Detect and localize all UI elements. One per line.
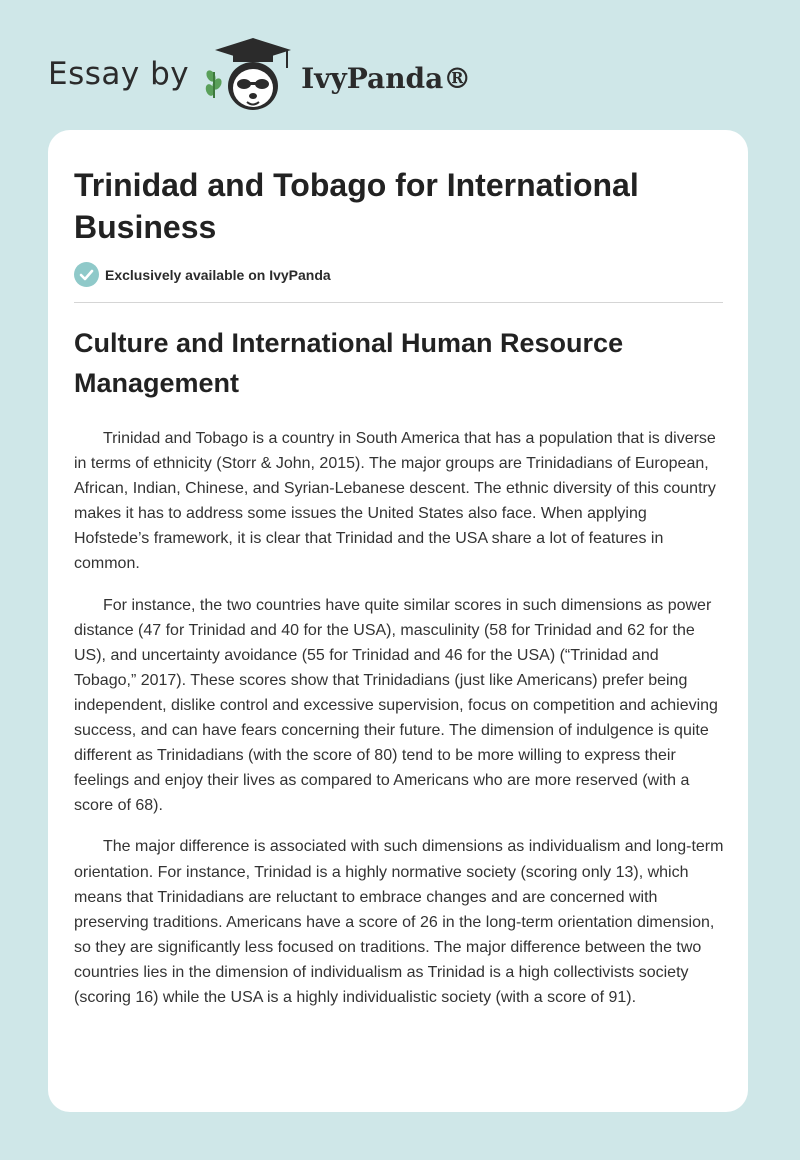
exclusive-badge-text: Exclusively available on IvyPanda (105, 266, 331, 283)
paragraph: Trinidad and Tobago is a country in South America that has a population that is diverse in terms of ethnicity (Storr & John, 2015). The major groups are Trinidadians of European, African, Indian, Chinese, and Syrian-Lebanese descent. The ethnic diversity of this country makes it has to address some issues the United States also face. When applying Hofstede’s framework, it is clear that Trinidad and the USA share a lot of features in common. (74, 430, 716, 573)
section-heading: Culture and International Human Resource Management (74, 328, 624, 398)
brand-name[interactable]: IvyPanda® (301, 61, 472, 95)
article-title: Trinidad and Tobago for International Business (74, 167, 639, 245)
article-body (74, 426, 724, 1026)
site-header (48, 34, 471, 114)
exclusive-badge (74, 262, 331, 287)
graduation-panda-logo-icon[interactable] (203, 34, 295, 114)
check-circle-icon (74, 262, 99, 287)
divider (74, 302, 723, 303)
paragraph: The major difference is associated with such dimensions as individualism and long-term orientation. For instance, Trinidad is a highly normative society (scoring only 13), which means that Trinidadians are reluctant to embrace changes and are concerned with preserving traditions. Americans have a score of 26 in the long-term orientation dimension, so they are significantly less focused on traditions. The major difference between the two countries lies in the dimension of individualism as Trinidad is a high collectivists society (scoring 16) while the USA is a highly individualistic society (with a score of 91). (74, 838, 724, 1006)
paragraph: For instance, the two countries have quite similar scores in such dimensions as power distance (47 for Trinidad and 40 for the USA), masculinity (58 for Trinidad and 62 for the US), and uncertainty avoidance (55 for Trinidad and 46 for the USA) (“Trinidad and Tobago,” 2017). These scores show that Trinidadians (just like Americans) prefer being independent, dislike control and excessive supervision, focus on competition and achieving success, and can have fears concerning their future. The dimension of indulgence is quite different as Trinidadians (with the score of 80) tend to be more willing to express their feelings and enjoy their lives as compared to Americans who are more reserved (with a score of 68). (74, 596, 718, 815)
article-card (48, 130, 748, 1112)
essay-by-label: Essay by (48, 56, 190, 92)
